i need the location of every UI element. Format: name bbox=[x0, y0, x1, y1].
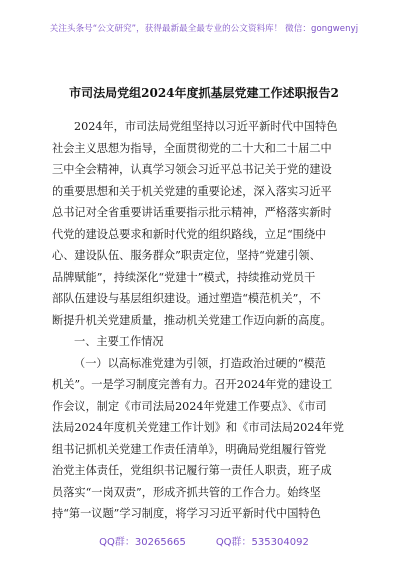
body-line: 的重要思想和关于机关党建的重要论述，深入落实习近平 bbox=[52, 184, 332, 198]
body-line: 治党主体责任，党组织书记履行第一责任人职责，班子成 bbox=[52, 464, 332, 477]
body-line: 代党的建设总要求和新时代党的组织路线，立足“围绕中 bbox=[52, 227, 327, 241]
document-title: 市司法局党组2024年度抓基层党建工作述职报告2 bbox=[69, 86, 339, 100]
body-line: 机关”。一是学习制度完善有力。召开2024年党的建设工 bbox=[52, 378, 333, 391]
body-line: 组书记抓机关党建工作责任清单》，明确局党组履行管党 bbox=[52, 442, 327, 456]
body-line: 法局2024年度机关党建工作计划》和《市司法局2024年党 bbox=[52, 421, 344, 434]
body-line: 品牌赋能”，持续深化“党建十”模式，持续推动党员干 bbox=[52, 270, 316, 284]
body-line: 心、建设队伍、服务群众”职责定位，坚持“党建引领、 bbox=[52, 249, 321, 262]
body-line: （一）以高标准党建为引领，打造政治过硬的“模范 bbox=[74, 356, 326, 370]
body-line: 总书记对全省重要讲话重要指示批示精神，严格落实新时 bbox=[52, 206, 332, 219]
body-line: 断提升机关党建质量，推动机关党建工作迈向新的高度。 bbox=[52, 313, 332, 327]
bottom-banner bbox=[0, 533, 408, 548]
qq-group-2: QQ群：535304092 bbox=[215, 537, 309, 548]
qq-group-1: QQ群：30265665 bbox=[99, 537, 186, 548]
document-body bbox=[52, 116, 356, 525]
body-line: 员落实“一岗双责”，形成齐抓共管的工作合力。始终坚 bbox=[52, 485, 321, 499]
top-banner: 关注头条号“公文研究”，获得最新最全最专业的公文资料库！ 微信：gongwenyj bbox=[49, 24, 359, 34]
body-line: 持“第一议题”学习制度，将学习习近平新时代中国特色 bbox=[52, 507, 321, 520]
body-line: 社会主义思想为指导，全面贯彻党的二十大和二十届二中 bbox=[52, 141, 332, 155]
body-line: 部队伍建设与基层组织建设。通过塑造“模范机关”，不 bbox=[52, 292, 321, 305]
body-line: 三中全会精神，认真学习领会习近平总书记关于党的建设 bbox=[52, 163, 332, 176]
body-line: 作会议，制定《市司法局2024年党建工作要点》、《市司 bbox=[52, 399, 327, 413]
body-line: 2024年，市司法局党组坚持以习近平新时代中国特色 bbox=[74, 120, 338, 133]
section-heading: 一、主要工作情况 bbox=[74, 335, 164, 348]
